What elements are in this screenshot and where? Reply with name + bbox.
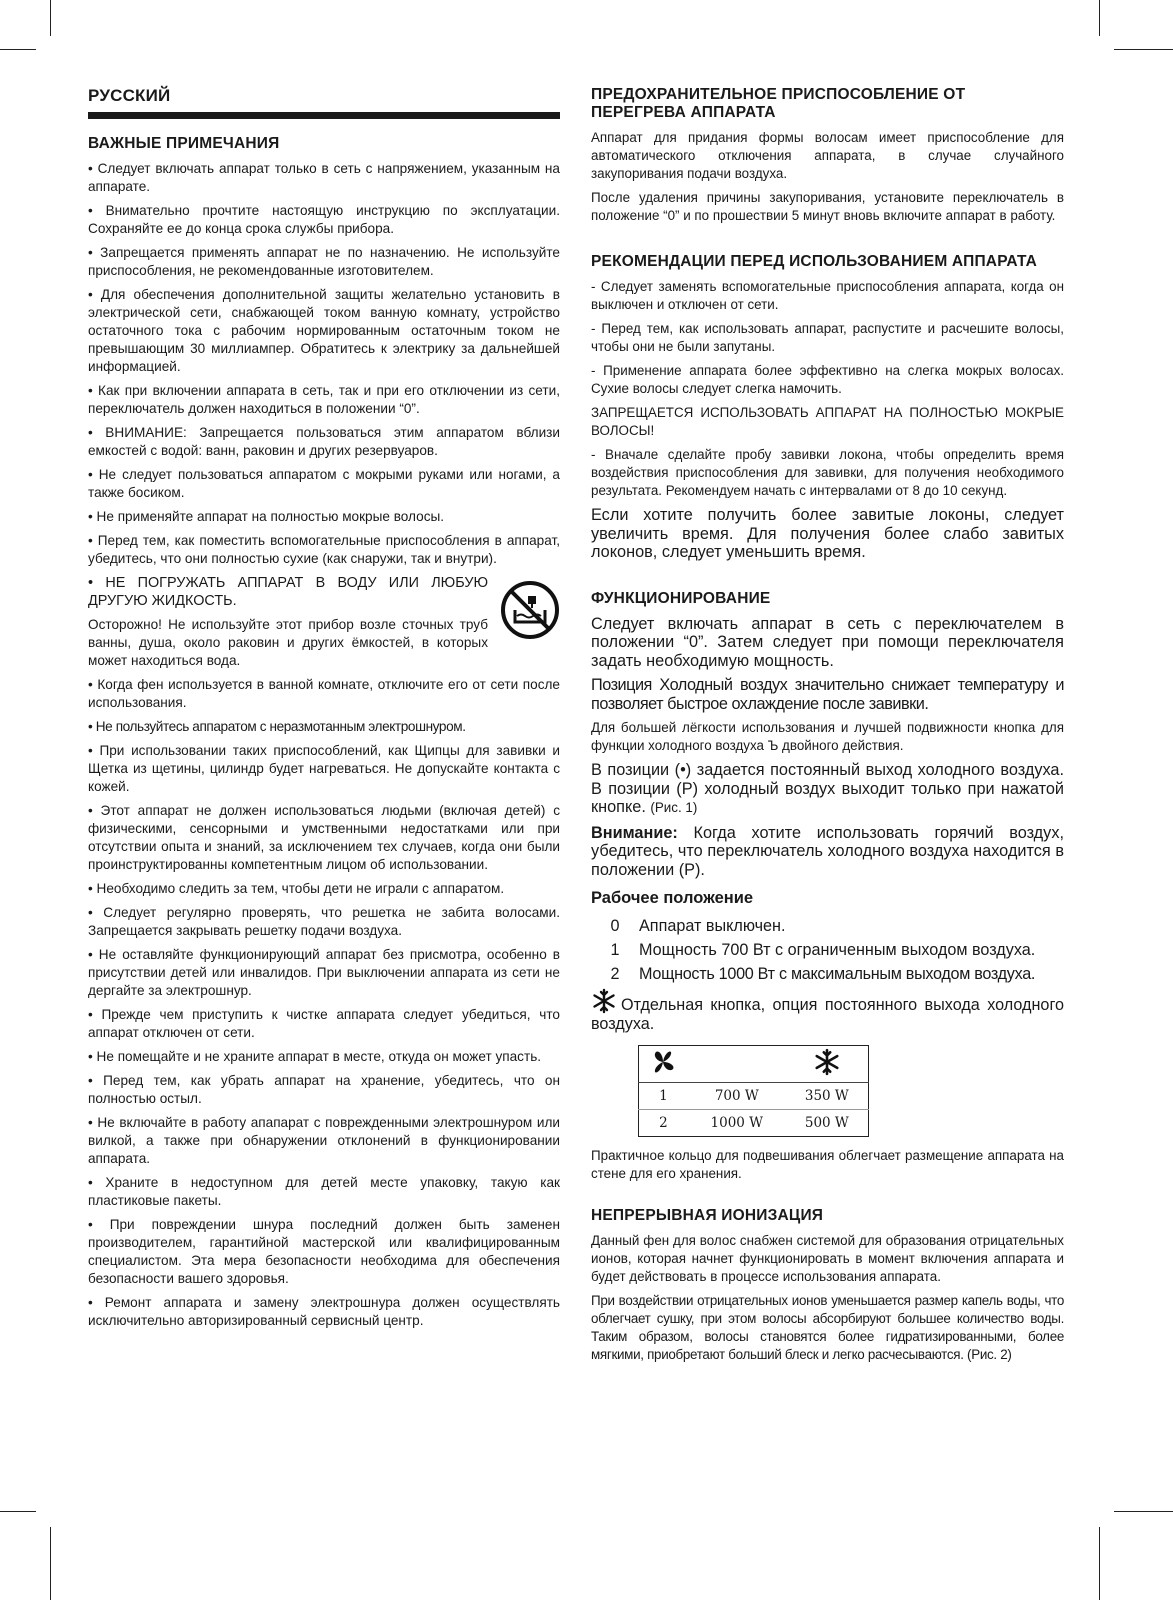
figure-reference: (Рис. 1) [650,800,698,815]
overheat-text: Аппарат для придания формы волосам имеет приспособление для автоматического отключения аппарата, в случае случайного закупоривания подачи воздуха. [591,130,1064,181]
recommendations-title: РЕКОМЕНДАЦИИ ПЕРЕД ИСПОЛЬЗОВАНИЕМ АППАРАТА [591,253,1038,270]
safety-item: • Перед тем, как убрать аппарат на хранение, убедитесь, что он полностью остыл. [88,1073,560,1106]
wet-hair-warning: ЗАПРЕЩАЕТСЯ ИСПОЛЬЗОВАТЬ АППАРАТ НА ПОЛНОСТЬЮ МОКРЫЕ ВОЛОСЫ! [591,405,1064,438]
recommendation-item: - Применение аппарата более эффективно на слегка мокрых волосах. Сухие волосы следует слегка намочить. [591,363,1064,396]
safety-item: • Как при включении аппарата в сеть, так и при его отключении из сети, переключатель должен находиться в положении “0”. [88,383,560,416]
operation-text: Позиция Холодный воздух значительно снижает температуру и позволяет быстрое охлаждение после завивки. [591,676,1064,713]
list-item: 0 Аппарат выключен. [610,917,786,935]
list-item: 1 Мощность 700 Вт с ограниченным выходом воздуха. [610,941,1036,959]
safety-item: • При повреждении шнура последний должен быть заменен производителем, гарантийной мастерской или квалифицированным специалистом. Эта мера безопасности необходима для обеспечения безопасности вашего здоровья. [88,1217,560,1286]
operation-text: Для большей лёгкости использования и лучшей подвижности кнопка для функции холодного воздуха Ъ двойного действия. [591,720,1064,753]
crop-mark [0,1511,36,1512]
table-row: 1 700 W 350 W [639,1083,869,1110]
overheat-title: ПРЕДОХРАНИТЕЛЬНОЕ ПРИСПОСОБЛЕНИЕ ОТ ПЕРЕГРЕВА АППАРАТА [591,86,966,121]
curl-time-text: Если хотите получить более завитые локоны, следует увеличить время. Для получения более слабо завитых локонов, следует уменьшить время. [591,506,1064,561]
operation-title: ФУНКЦИОНИРОВАНИЕ [591,589,771,607]
immerse-warning [88,574,560,670]
cold-air-button-text: Отдельная кнопка, опция постоянного выхода холодного воздуха. [591,988,1064,1033]
important-notes-title: ВАЖНЫЕ ПРИМЕЧАНИЯ [88,135,280,152]
language-heading: РУССКИЙ [88,86,560,119]
attention-text [591,824,1064,880]
recommendation-item: - Вначале сделайте пробу завивки локона, чтобы определить время воздействия приспособления для завивки, для получения необходимого результата. Рекомендуем начать с интервалами от 8 до 10 секунд. [591,447,1064,498]
attention-body: Когда хотите использовать горячий воздух, убедитесь, что переключатель холодного воздуха находится в положении (Р). [591,823,1064,879]
safety-item: • Для обеспечения дополнительной защиты желательно установить в электрической сети, снабжающей током ванную комнату, устройство остаточного тока с рабочим нормированным остаточным током не превышающим 30 миллиампер. Обратитесь к электрику за дальнейшей информацией. [88,287,560,374]
overheat-text: После удаления причины закупоривания, установите переключатель в положение “0” и по прошествии 5 минут вновь включите аппарат в работу. [591,190,1064,223]
safety-item: • Запрещается применять аппарат не по назначению. Не используйте приспособления, не рекомендованные изготовителем. [88,245,560,278]
recommendation-item: - Следует заменять вспомогательные приспособления аппарата, когда он выключен и отключен от сети. [591,279,1064,312]
fan-column-header [639,1046,688,1083]
list-item: 2 Мощность 1000 Вт с максимальным выходом воздуха. [610,965,1036,983]
left-column [88,86,560,1336]
safety-item: • Когда фен используется в ванной комнате, отключите его от сети после использования. [88,677,560,710]
immerse-warning-text: • НЕ ПОГРУЖАТЬ АППАРАТ В ВОДУ ИЛИ ЛЮБУЮ ДРУГУЮ ЖИДКОСТЬ. [88,575,488,609]
crop-mark [1099,0,1100,36]
crop-mark [1099,1527,1100,1600]
safety-item: • Этот аппарат не должен использоваться людьми (включая детей) с физическими, сенсорными и умственными недостатками или при отсутствии опыта и знаний, за исключением тех случаев, когда они были проинструктированны компетентным лицом об использовании. [88,803,560,872]
safety-item: • Не пользуйтесь аппаратом с неразмотанным электрошнуром. [88,719,466,734]
snowflake-icon [813,1048,841,1076]
ionization-text: Данный фен для волос снабжен системой для образования отрицательных ионов, которая начнет функционировать в момент включения аппарата и будет действовать в процессе использования аппарата. [591,1233,1064,1284]
work-position-title: Рабочее положение [591,889,754,907]
safety-item: • Необходимо следить за тем, чтобы дети не играли с аппаратом. [88,881,505,896]
right-column [591,86,1064,1370]
safety-item: • ВНИМАНИЕ: Запрещается пользоваться этим аппаратом вблизи емкостей с водой: ванн, раковин и других резервуаров. [88,425,560,458]
caution-text: Осторожно! Не используйте этот прибор возле сточных труб ванны, душа, около раковин и других ёмкостей, в которых может находиться вода. [88,617,488,668]
safety-item: • Прежде чем приступить к чистке аппарата следует убедиться, что аппарат отключен от сети. [88,1007,560,1040]
no-immerse-icon [500,580,560,640]
safety-item: • Не применяйте аппарат на полностью мокрые волосы. [88,509,445,524]
safety-item: • Следует регулярно проверять, что решетка не забита волосами. Запрещается закрывать решетку подачи воздуха. [88,905,560,938]
power-table [638,1045,869,1137]
safety-item: • Не помещайте и не храните аппарат в месте, откуда он может упасть. [88,1049,542,1064]
safety-item: • Не оставляйте функционирующий аппарат без присмотра, особенно в присутствии детей или инвалидов. При выключении аппарата из сети не дергайте за электрошнур. [88,947,560,998]
position-list [591,914,1064,986]
table-row: 2 1000 W 500 W [659,1115,849,1131]
power-column-header [688,1046,786,1083]
hanging-ring-text: Практичное кольцо для подвешивания облегчает размещение аппарата на стене для его хранения. [591,1148,1064,1181]
crop-mark [1114,49,1173,50]
safety-item: • Внимательно прочтите настоящую инструкцию по эксплуатации. Сохраняйте ее до конца срока службы прибора. [88,203,560,236]
recommendation-item: - Перед тем, как использовать аппарат, распустите и расчешите волосы, чтобы они не были запутаны. [591,321,1064,354]
crop-mark [1114,1511,1173,1512]
table-header-row [639,1046,869,1083]
safety-item: • Следует включать аппарат только в сеть с напряжением, указанным на аппарате. [88,161,560,194]
operation-text: Следует включать аппарат в сеть с переключателем в положении “0”. Затем следует при помощи переключателя задать необходимую мощность. [591,614,1064,670]
attention-label: Внимание: [591,823,678,842]
safety-item: • Не следует пользоваться аппаратом с мокрыми руками или ногами, а также босиком. [88,467,560,500]
crop-mark [50,1527,51,1600]
ionization-title: НЕПРЕРЫВНАЯ ИОНИЗАЦИЯ [591,1207,824,1224]
safety-item: • Ремонт аппарата и замену электрошнура должен осуществлять исключительно авторизированный сервисный центр. [88,1295,560,1328]
safety-item: • Не включайте в работу апапарат с поврежденными электрошнуром или вилкой, а также при обнаружении отклонений в функционировании аппарата. [88,1115,560,1166]
fan-icon [650,1049,676,1075]
operation-text [591,761,1064,818]
crop-mark [0,49,36,50]
crop-mark [50,0,51,36]
safety-item: • Перед тем, как поместить вспомогательные приспособления в аппарат, убедитесь, что они полностью сухие (как снаружи, так и внутри). [88,533,560,566]
cold-air-position-text: В позиции (•) задается постоянный выход холодного воздуха. В позиции (Р) холодный воздух выходит только при нажатой кнопке. [591,761,1064,816]
safety-item: • Храните в недоступном для детей месте упаковку, такую как пластиковые пакеты. [88,1175,560,1208]
cold-column-header [786,1046,869,1083]
ionization-text: При воздействии отрицательных ионов уменьшается размер капель воды, что облегчает сушку, при этом волосы абсорбируют большее количество воды. Таким образом, волосы становятся более гидратизированными, более мягкими, приобретают больший блеск и легко расчесываются. (Рис. 2) [591,1293,1064,1362]
safety-item: • При использовании таких приспособлений, как Щипцы для завивки и Щетка из щетины, цилиндр будет нагреваться. Не допускайте контакта с кожей. [88,743,560,794]
snowflake-icon [591,988,617,1014]
